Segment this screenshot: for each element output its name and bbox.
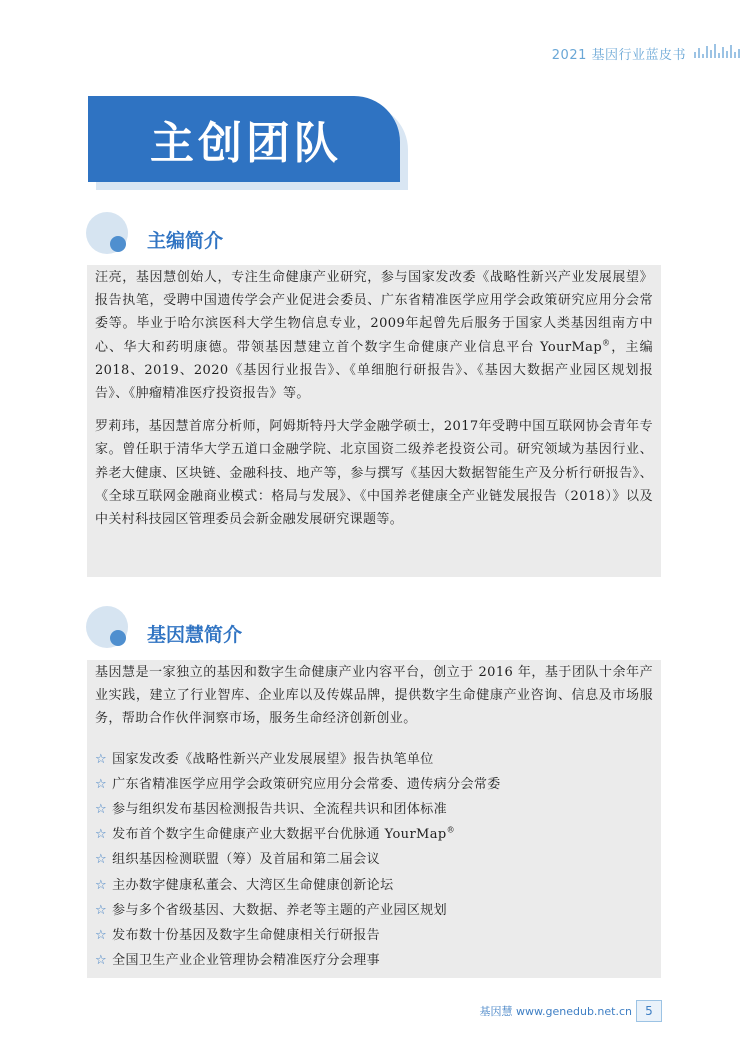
list-item: ☆ 全国卫生产业企业管理协会精准医疗分会理事: [95, 953, 381, 969]
section-header-editor: [86, 212, 386, 268]
section-header-company: [86, 606, 386, 662]
section-title: 基因慧简介: [147, 624, 243, 646]
page-title: 主创团队: [150, 118, 342, 169]
header-title: 2021 基因行业蓝皮书: [551, 48, 686, 63]
star-outline-icon: ☆: [95, 928, 108, 944]
list-item: ☆ 主办数字健康私董会、大湾区生命健康创新论坛: [95, 877, 394, 893]
editor-paragraph-1: 汪亮，基因慧创始人，专注生命健康产业研究，参与国家发改委《战略性新兴产业发展展望》报告执笔，受聘中国遗传学会产业促进会委员、广东省精准医学应用学会政策研究应用分会常委等。毕业于哈尔滨医科大学生物信息专业，2009年起曾先后服务于国家人类基因组南方中心、华大和药明康德。带领基因慧建立首个数字生命健康产业信息平台 YourMap®，主编 2018、2019、2020《基因行业报告》、《单细胞行研报告》、《基因大数据产业园区规划报告》、《肿瘤精准医疗投资报告》等。: [95, 270, 654, 402]
page-banner: [88, 96, 400, 182]
list-item: ☆ 参与组织发布基因检测报告共识、全流程共识和团体标准: [95, 802, 448, 818]
star-outline-icon: ☆: [95, 751, 108, 767]
star-outline-icon: ☆: [95, 776, 108, 792]
company-content-box: [87, 660, 661, 978]
list-item: ☆ 发布数十份基因及数字生命健康相关行研报告: [95, 928, 381, 944]
header-bars-decoration: [694, 44, 742, 58]
list-item: ☆ 组织基因检测联盟（筹）及首届和第二届会议: [95, 852, 381, 868]
company-achievements-list: [95, 747, 653, 974]
list-item: ☆ 广东省精准医学应用学会政策研究应用分会常委、遗传病分会常委: [95, 776, 501, 792]
list-item: ☆ 参与多个省级基因、大数据、养老等主题的产业园区规划: [95, 902, 448, 918]
star-outline-icon: ☆: [95, 852, 108, 868]
list-item: ☆ 发布首个数字生命健康产业大数据平台优脉通 YourMap®: [95, 825, 456, 843]
editor-content-box: [87, 265, 661, 577]
dot-decoration-icon: [110, 630, 126, 646]
section-title: 主编简介: [147, 230, 224, 252]
star-outline-icon: ☆: [95, 902, 108, 918]
list-item: ☆ 国家发改委《战略性新兴产业发展展望》报告执笔单位: [95, 751, 434, 767]
star-outline-icon: ☆: [95, 953, 108, 969]
star-outline-icon: ☆: [95, 877, 108, 893]
star-outline-icon: ☆: [95, 827, 108, 843]
editor-paragraph-2: 罗莉玮，基因慧首席分析师，阿姆斯特丹大学金融学硕士，2017年受聘中国互联网协会青年专家。曾任职于清华大学五道口金融学院、北京国资二级养老投资公司。研究领域为基因行业、养老大健康、区块链、金融科技、地产等，参与撰写《基因大数据智能生产及分析行研报告》、《全球互联网金融商业模式：格局与发展》、《中国养老健康全产业链发展报告（2018）》以及中关村科技园区管理委员会新金融发展研究课题等。: [95, 419, 653, 528]
dot-decoration-icon: [110, 236, 126, 252]
company-intro: 基因慧是一家独立的基因和数字生命健康产业内容平台，创立于 2016 年，基于团队十余年产业实践，建立了行业智库、企业库以及传媒品牌，提供数字生命健康产业咨询、信息及市场服务，帮助合作伙伴洞察市场，服务生命经济创新创业。: [95, 665, 653, 727]
star-outline-icon: ☆: [95, 802, 108, 818]
footer-site: 基因慧 www.genedub.net.cn: [479, 1005, 632, 1018]
page-number: 5: [636, 1000, 662, 1022]
